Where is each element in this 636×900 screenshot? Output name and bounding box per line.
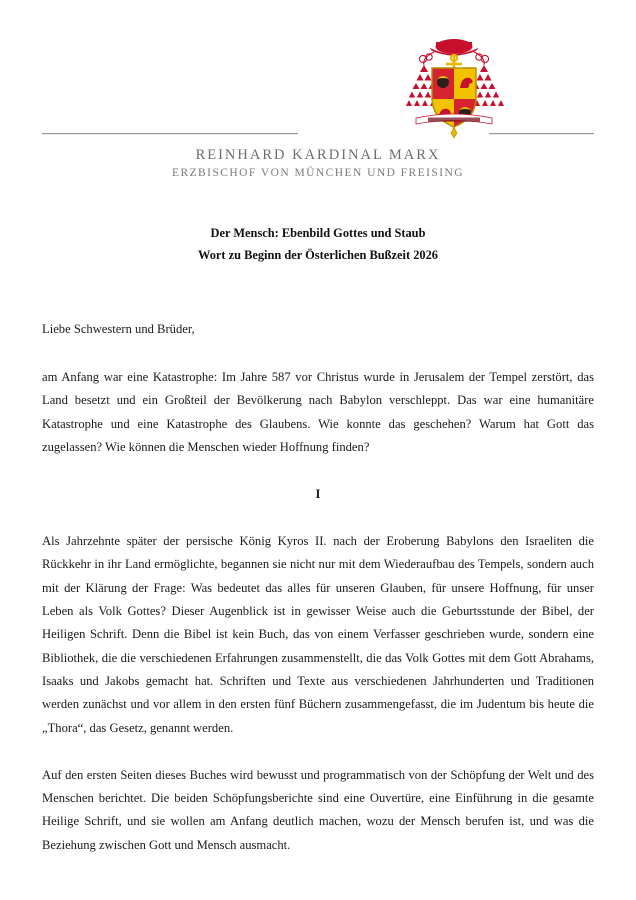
section-marker-1: I xyxy=(315,487,321,502)
salutation: Liebe Schwestern und Brüder, xyxy=(42,322,195,336)
page-title xyxy=(42,222,594,266)
letterhead xyxy=(0,0,636,195)
letterhead-nameplate xyxy=(0,146,636,182)
paragraph-2: Als Jahrzehnte später der persische König Kyros II. nach der Eroberung Babylons den Israeliten die Rückkehr in ihr Land ermöglichte, begannen sie nicht nur mit dem Wiederaufbau des Tempels, sondern auch mit der Klärung der Frage: Was bedeutet das alles für unseren Glauben, für unsere Hoffnung, für unser Leben als Volk Gottes? Dieser Augenblick ist in gewisser Weise auch die Geburtsstunde der Bibel, der Heiligen Schrift. Denn die Bibel ist kein Buch, das von einem Verfasser geschrieben wurde, sondern eine Bibliothek, die die verschiedenen Erfahrungen zusammenstellt, die das Volk Gottes mit dem Gott Abrahams, Isaaks und Jakobs gemacht hat. Schriften und Texte aus verschiedenen Jahrhunderten und Traditionen werden zunächst und vor allem in den ersten fünf Büchern zusammengefasst, die im Judentum bis heute die „Thora“, das Gesetz, genannt werden. xyxy=(42,534,594,735)
title-line-primary: Der Mensch: Ebenbild Gottes und Staub xyxy=(210,226,426,240)
cardinal-coat-of-arms-icon xyxy=(402,32,506,140)
document-body xyxy=(42,222,594,857)
title-line-secondary: Wort zu Beginn der Österlichen Bußzeit 2026 xyxy=(197,248,438,262)
paragraph-1: am Anfang war eine Katastrophe: Im Jahre 587 vor Christus wurde in Jerusalem der Tempel zerstört, das Land besetzt und ein Großteil der Bevölkerung nach Babylon verschleppt. Das war eine humanitäre Katastrophe und eine Katastrophe des Glaubens. Wie konnte das geschehen? Warum hat Gott das zugelassen? Wie können die Menschen wieder Hoffnung finden? xyxy=(42,370,594,454)
cardinal-name: REINHARD KARDINAL MARX xyxy=(195,147,441,163)
header-rule-left xyxy=(42,133,298,135)
paragraph-3: Auf den ersten Seiten dieses Buches wird bewusst und programmatisch von der Schöpfung der Welt und des Menschen berichtet. Die beiden Schöpfungsberichte sind eine Ouvertüre, eine Einführung in die gesamte Heilige Schrift, und sie wollen am Anfang deutlich machen, wozu der Mensch berufen ist, und was die Beziehung zwischen Gott und Mensch ausmacht. xyxy=(42,767,594,852)
cardinal-office: ERZBISCHOF VON MÜNCHEN UND FREISING xyxy=(171,167,465,179)
header-rule-right xyxy=(489,133,594,135)
